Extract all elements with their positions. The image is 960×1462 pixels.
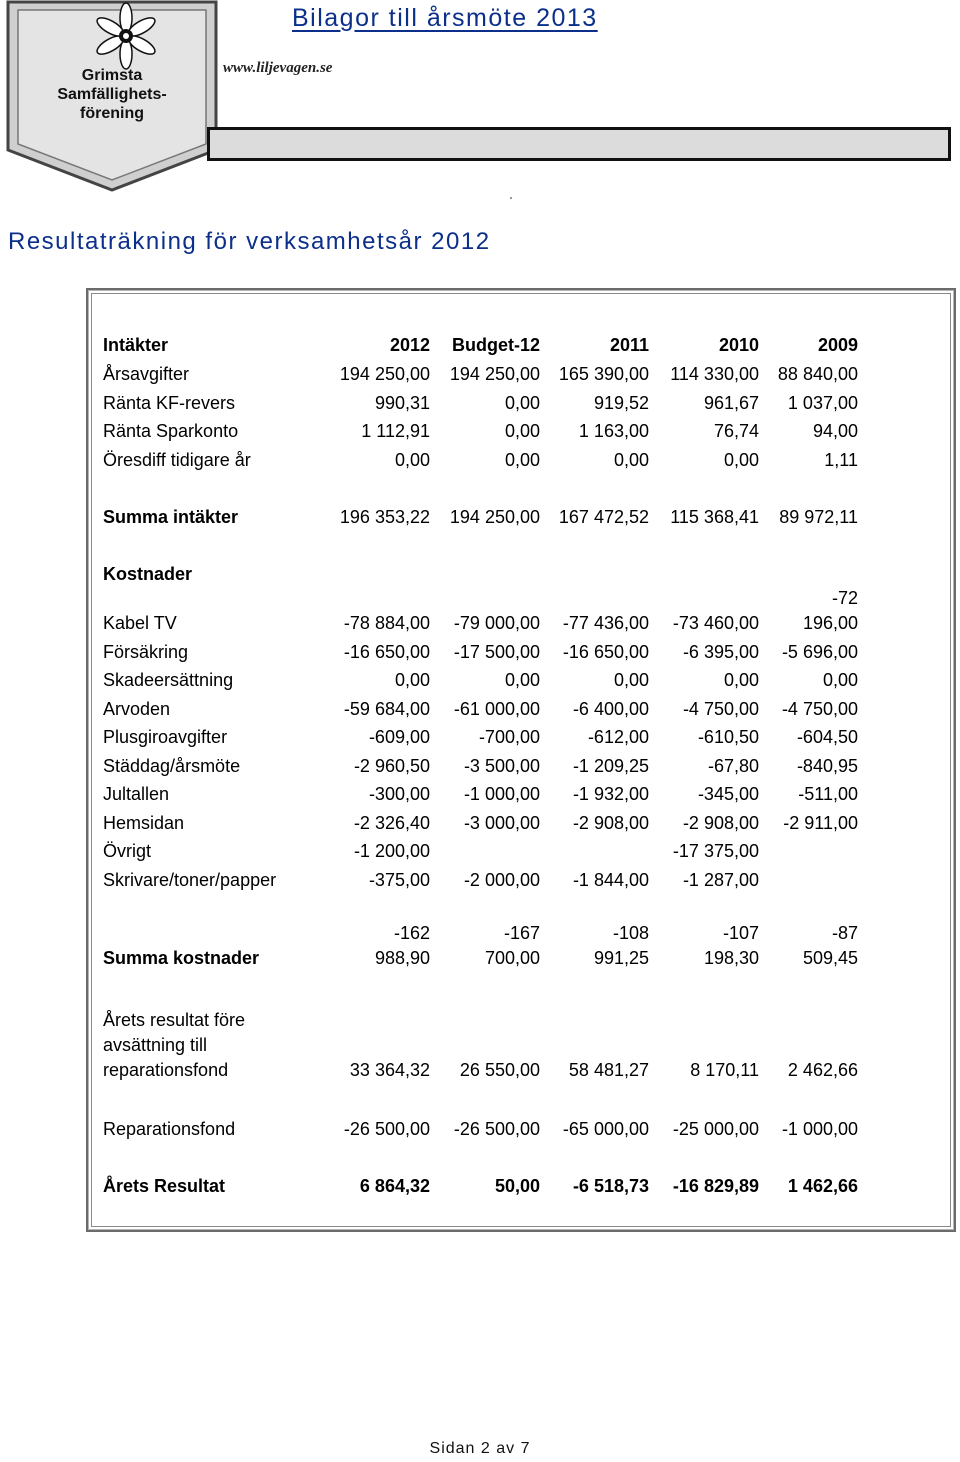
cell: 0,00 bbox=[504, 393, 540, 413]
cell: -26 500,00 bbox=[343, 1119, 430, 1139]
cell: 194 250,00 bbox=[449, 364, 540, 384]
cell-wrap-bottom: 991,25 bbox=[593, 948, 649, 968]
row-label: reparationsfond bbox=[103, 1060, 229, 1080]
cell: -345,00 bbox=[697, 784, 759, 804]
cell: -61 000,00 bbox=[453, 699, 540, 719]
table-row bbox=[0, 810, 960, 836]
page-number: Sidan 2 av 7 bbox=[429, 1440, 531, 1457]
cell: -16 650,00 bbox=[343, 642, 430, 662]
cell: 0,00 bbox=[504, 670, 540, 690]
row-label: Plusgiroavgifter bbox=[103, 727, 228, 747]
income-total-row bbox=[0, 504, 960, 530]
cell-wrap-bottom: 509,45 bbox=[802, 948, 858, 968]
cell: 1 462,66 bbox=[787, 1176, 858, 1196]
table-row bbox=[0, 867, 960, 893]
row-label: Skadeersättning bbox=[103, 670, 234, 690]
stray-dot bbox=[510, 197, 512, 199]
cell: 8 170,11 bbox=[690, 1060, 759, 1080]
cell: -375,00 bbox=[368, 870, 430, 890]
logo-text-line-1: Grimsta bbox=[81, 67, 143, 84]
cell: 114 330,00 bbox=[670, 364, 759, 384]
cell: 0,00 bbox=[504, 421, 540, 441]
cell: -1 000,00 bbox=[781, 1119, 858, 1139]
cell-wrap-top: -162 bbox=[393, 923, 430, 943]
cell-wrap-top: -167 bbox=[503, 923, 540, 943]
cell: 0,00 bbox=[504, 450, 540, 470]
cell: 58 481,27 bbox=[568, 1060, 649, 1080]
cell: 1 037,00 bbox=[787, 393, 858, 413]
cell: -612,00 bbox=[587, 727, 649, 747]
income-total-label: Summa intäkter bbox=[103, 507, 239, 527]
cell: 0,00 bbox=[822, 670, 858, 690]
cell: -1 287,00 bbox=[682, 870, 759, 890]
cell: 1 112,91 bbox=[361, 421, 430, 441]
cell-wrap-bottom: 988,90 bbox=[374, 948, 430, 968]
year-header: 2012 bbox=[389, 335, 430, 355]
cell: -300,00 bbox=[368, 784, 430, 804]
row-label: Reparationsfond bbox=[103, 1119, 236, 1139]
cell: -2 000,00 bbox=[463, 870, 540, 890]
cell-wrap-bottom: 196,00 bbox=[802, 613, 858, 633]
cell: 88 840,00 bbox=[777, 364, 858, 384]
cell: -16 829,89 bbox=[672, 1176, 759, 1196]
row-label: Kabel TV bbox=[103, 613, 177, 633]
cell: -5 696,00 bbox=[781, 642, 858, 662]
table-row bbox=[0, 639, 960, 665]
cell: 115 368,41 bbox=[670, 507, 759, 527]
cost-total-top-row bbox=[0, 920, 960, 946]
year-header: Budget-12 bbox=[451, 335, 540, 355]
cell: -3 500,00 bbox=[463, 756, 540, 776]
row-label: Jultallen bbox=[103, 784, 170, 804]
cell: 89 972,11 bbox=[779, 507, 858, 527]
cell: 165 390,00 bbox=[558, 364, 649, 384]
year-header: 2010 bbox=[718, 335, 759, 355]
year-header: 2009 bbox=[817, 335, 858, 355]
row-label: Hemsidan bbox=[103, 813, 185, 833]
document-header-title: Bilagor till årsmöte 2013 bbox=[292, 4, 598, 32]
cell: -1 209,25 bbox=[572, 756, 649, 776]
cell: -609,00 bbox=[368, 727, 430, 747]
cell: -16 650,00 bbox=[562, 642, 649, 662]
cell: -65 000,00 bbox=[562, 1119, 649, 1139]
income-header: Intäkter bbox=[103, 335, 169, 355]
cell: 194 250,00 bbox=[449, 507, 540, 527]
cell: -6 518,73 bbox=[572, 1176, 649, 1196]
row-label: Städdag/årsmöte bbox=[103, 756, 241, 776]
result-row bbox=[0, 1173, 960, 1199]
cell: -610,50 bbox=[697, 727, 759, 747]
row-label: Arvoden bbox=[103, 699, 171, 719]
cell-wrap-top: -108 bbox=[612, 923, 649, 943]
cell: -2 960,50 bbox=[353, 756, 430, 776]
cell: -77 436,00 bbox=[562, 613, 649, 633]
table-row bbox=[0, 610, 960, 636]
cell: 196 353,22 bbox=[339, 507, 430, 527]
cell: 919,52 bbox=[593, 393, 649, 413]
cell-wrap-bottom: 198,30 bbox=[703, 948, 759, 968]
table-row bbox=[0, 781, 960, 807]
table-row bbox=[0, 390, 960, 416]
row-label: Öresdiff tidigare år bbox=[103, 450, 251, 470]
logo-text-line-2: Samfällighets- bbox=[57, 86, 167, 103]
cell: -1 932,00 bbox=[572, 784, 649, 804]
cell-wrap-top: -107 bbox=[722, 923, 759, 943]
website-link[interactable]: www.liljevagen.se bbox=[223, 60, 333, 76]
cell: -3 000,00 bbox=[463, 813, 540, 833]
cell-wrap-top: -87 bbox=[831, 923, 858, 943]
cell: -78 884,00 bbox=[343, 613, 430, 633]
table-row bbox=[0, 838, 960, 864]
table-row bbox=[0, 753, 960, 779]
section-title: Resultaträkning för verksamhetsår 2012 bbox=[8, 228, 491, 255]
cell: 76,74 bbox=[713, 421, 759, 441]
cell: 961,67 bbox=[703, 393, 759, 413]
table-row bbox=[0, 418, 960, 444]
cell: 167 472,52 bbox=[558, 507, 649, 527]
logo-text-line-3: förening bbox=[80, 105, 144, 122]
cell: -840,95 bbox=[796, 756, 858, 776]
header-bar bbox=[207, 127, 951, 161]
cell: 50,00 bbox=[494, 1176, 540, 1196]
cell: 6 864,32 bbox=[359, 1176, 430, 1196]
cell: -17 375,00 bbox=[672, 841, 759, 861]
costs-header: Kostnader bbox=[103, 564, 193, 584]
cell: -604,50 bbox=[796, 727, 858, 747]
cell: -2 326,40 bbox=[353, 813, 430, 833]
table-row bbox=[0, 696, 960, 722]
result-label: Årets Resultat bbox=[103, 1176, 226, 1196]
row-label: Ränta Sparkonto bbox=[103, 421, 239, 441]
cell-wrap-top: -72 bbox=[831, 588, 858, 608]
year-header: 2011 bbox=[609, 335, 649, 355]
cell: -6 400,00 bbox=[572, 699, 649, 719]
cell: 94,00 bbox=[812, 421, 858, 441]
cell: 0,00 bbox=[723, 450, 759, 470]
cell: -1 844,00 bbox=[572, 870, 649, 890]
table-row bbox=[0, 667, 960, 693]
cost-total-row bbox=[0, 945, 960, 971]
table-header-row bbox=[0, 332, 960, 358]
cell: 194 250,00 bbox=[339, 364, 430, 384]
pre-result-row bbox=[0, 1058, 960, 1084]
pre-result-label-row-2 bbox=[0, 1033, 960, 1059]
cell: -59 684,00 bbox=[343, 699, 430, 719]
cell: -4 750,00 bbox=[682, 699, 759, 719]
cell: 33 364,32 bbox=[349, 1060, 430, 1080]
table-row bbox=[0, 447, 960, 473]
table-row bbox=[0, 361, 960, 387]
costs-header-row bbox=[0, 561, 960, 587]
cell: 0,00 bbox=[394, 450, 430, 470]
repair-fund-row bbox=[0, 1116, 960, 1142]
cell: -1 000,00 bbox=[463, 784, 540, 804]
row-label: Försäkring bbox=[103, 642, 189, 662]
cell: 0,00 bbox=[394, 670, 430, 690]
cell: 0,00 bbox=[723, 670, 759, 690]
row-label: Ränta KF-revers bbox=[103, 393, 236, 413]
cell: 1 163,00 bbox=[578, 421, 649, 441]
cell: -2 908,00 bbox=[572, 813, 649, 833]
cell: -26 500,00 bbox=[453, 1119, 540, 1139]
cell: -2 908,00 bbox=[682, 813, 759, 833]
cell: -6 395,00 bbox=[682, 642, 759, 662]
cell: -17 500,00 bbox=[453, 642, 540, 662]
cell: -67,80 bbox=[707, 756, 759, 776]
cell-wrap-bottom: 700,00 bbox=[484, 948, 540, 968]
cell: 990,31 bbox=[374, 393, 430, 413]
cell: 1,11 bbox=[824, 450, 858, 470]
row-label: avsättning till bbox=[103, 1035, 208, 1055]
cell: 26 550,00 bbox=[459, 1060, 540, 1080]
row-label: Årets resultat före bbox=[103, 1010, 246, 1030]
pre-result-label-row-1 bbox=[0, 1008, 960, 1034]
cell: -700,00 bbox=[478, 727, 540, 747]
cell: -1 200,00 bbox=[353, 841, 430, 861]
kabel-tv-wrap-row bbox=[0, 585, 960, 611]
cell: 0,00 bbox=[613, 450, 649, 470]
cell: 0,00 bbox=[613, 670, 649, 690]
cell: -79 000,00 bbox=[453, 613, 540, 633]
cell: -73 460,00 bbox=[672, 613, 759, 633]
association-logo bbox=[6, 0, 218, 192]
cell: -4 750,00 bbox=[781, 699, 858, 719]
row-label: Skrivare/toner/papper bbox=[103, 870, 277, 890]
cell: -25 000,00 bbox=[672, 1119, 759, 1139]
row-label: Årsavgifter bbox=[103, 364, 190, 384]
cost-total-label: Summa kostnader bbox=[103, 948, 260, 968]
table-row bbox=[0, 724, 960, 750]
cell: -511,00 bbox=[798, 784, 858, 804]
cell: -2 911,00 bbox=[783, 813, 858, 833]
cell: 2 462,66 bbox=[787, 1060, 858, 1080]
row-label: Övrigt bbox=[103, 841, 152, 861]
